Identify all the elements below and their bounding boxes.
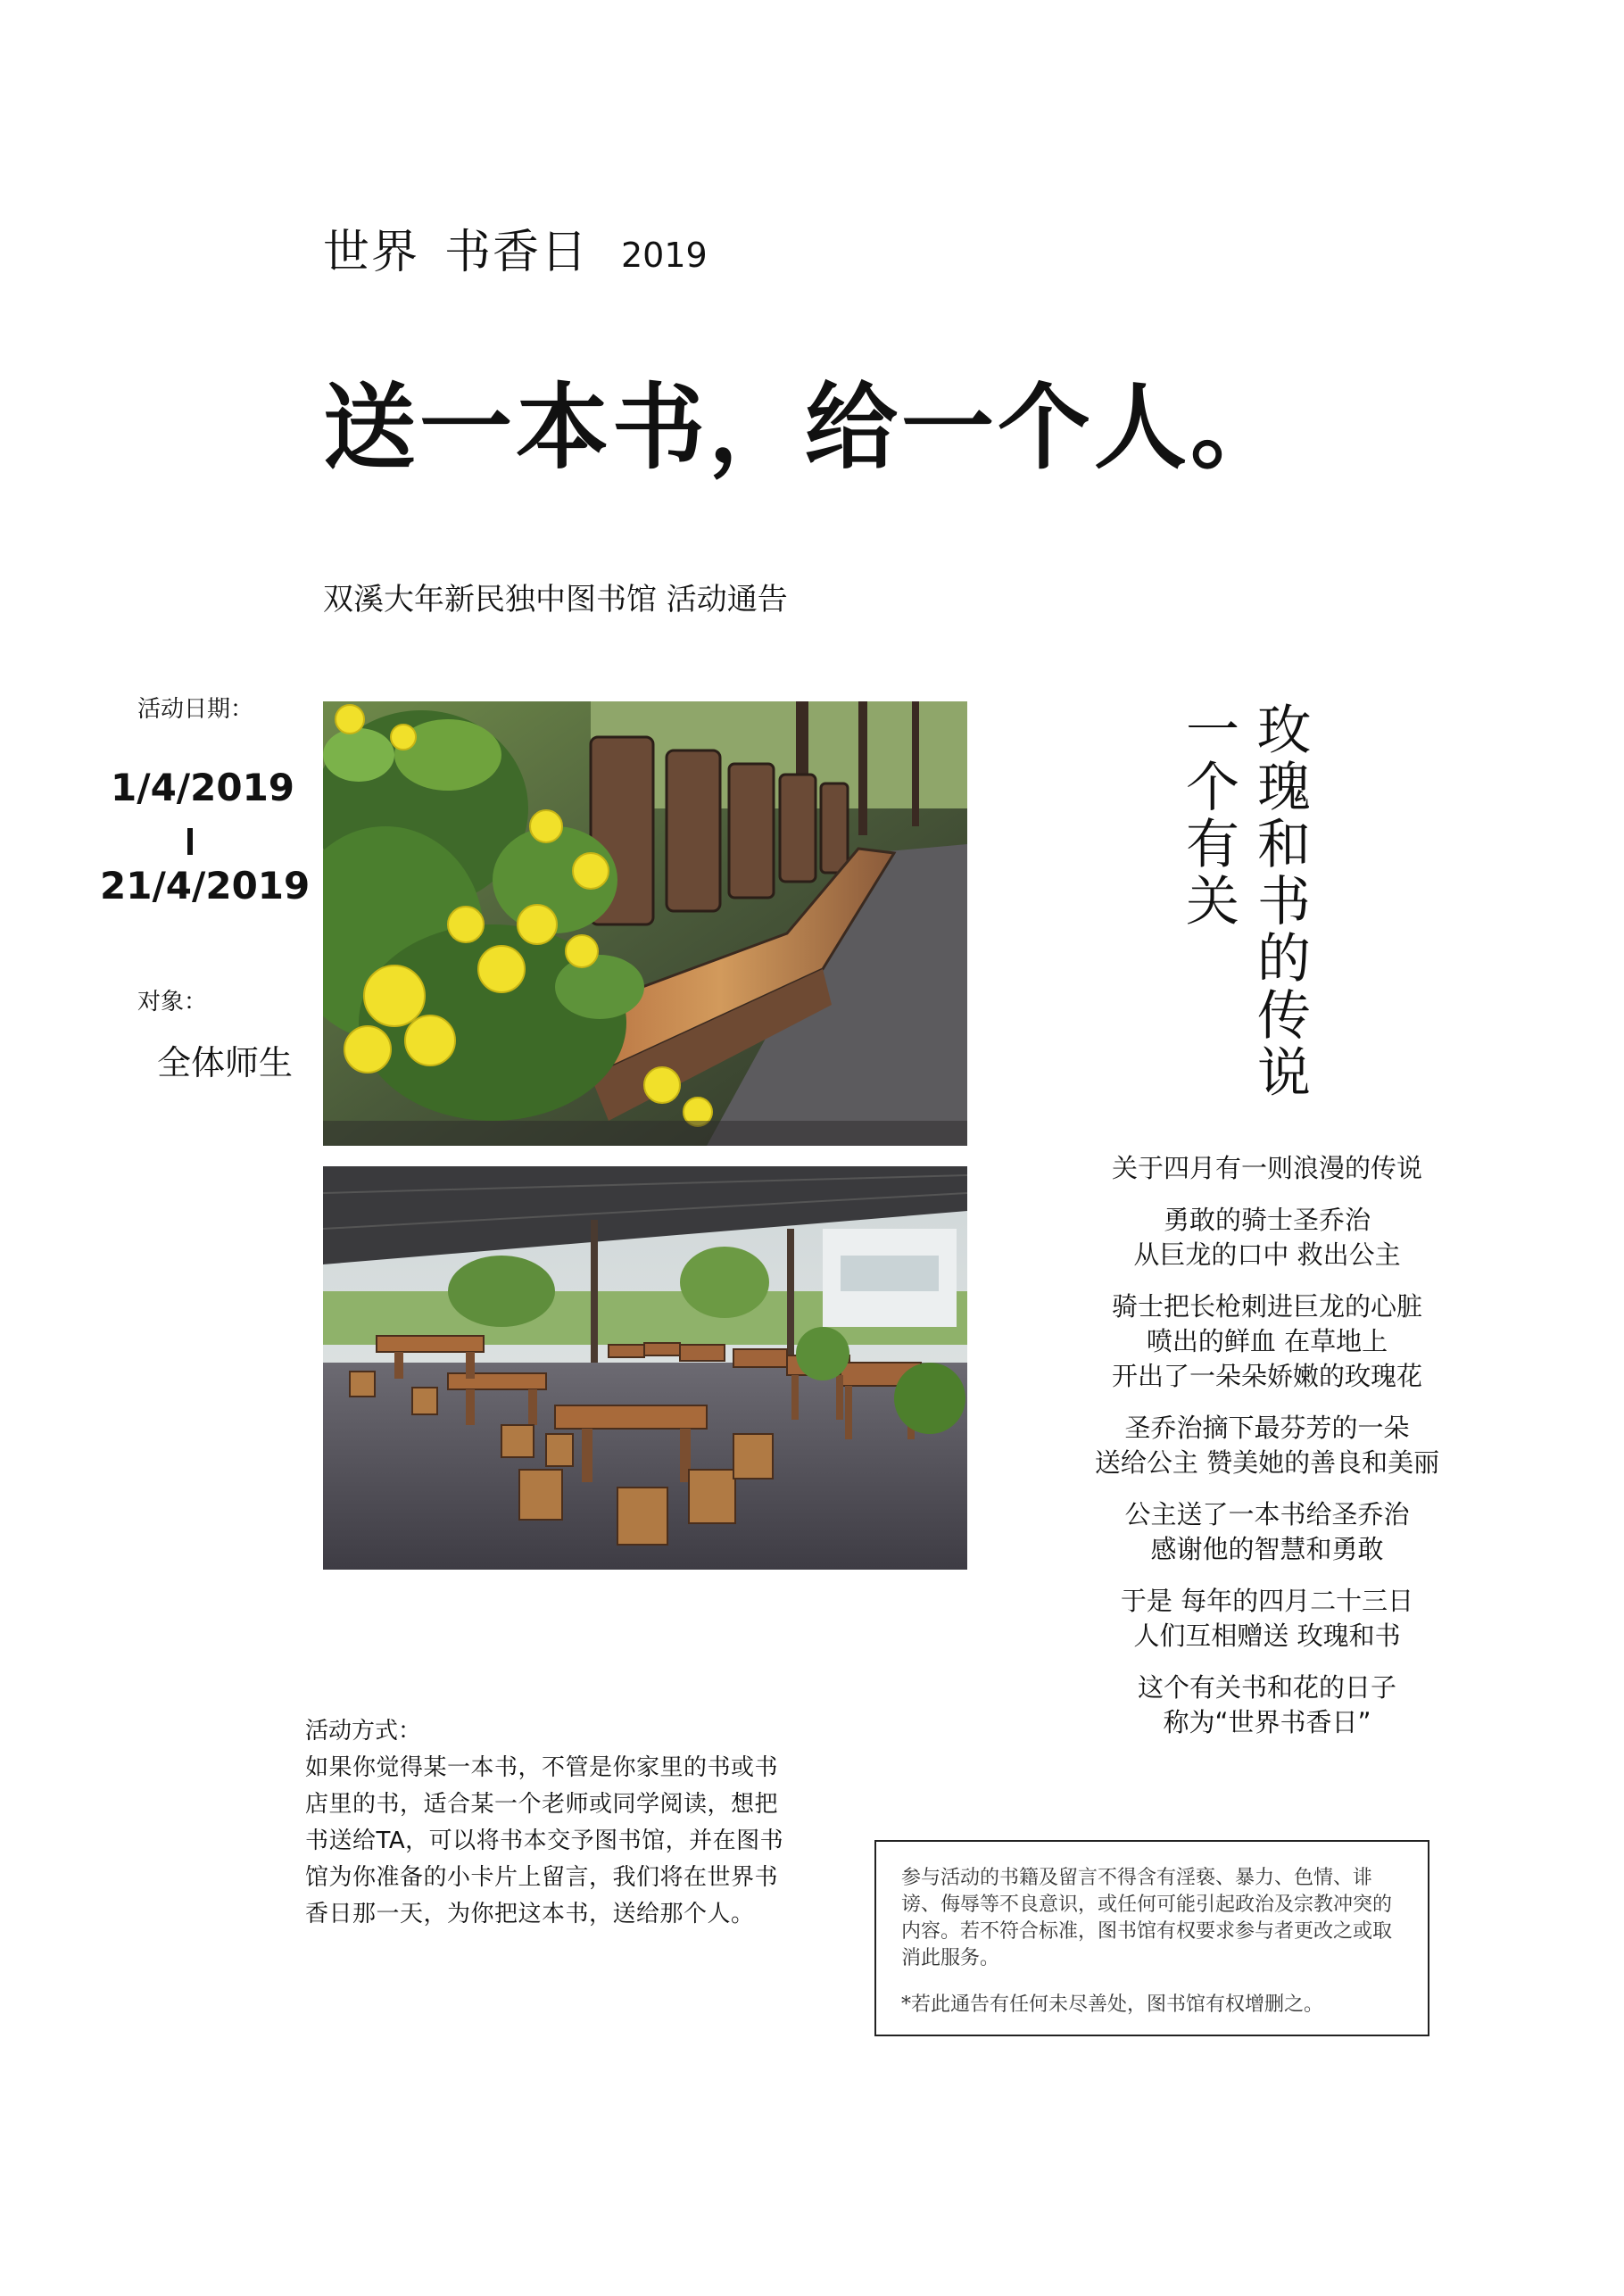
poster-year: 2019	[621, 236, 708, 275]
audience-label: 对象：	[137, 989, 208, 1015]
story-paragraph: 骑士把长枪刺进巨龙的心脏 喷出的鲜血 在草地上 开出了一朵朵娇嫩的玫瑰花	[1111, 1291, 1422, 1391]
legend-story	[1057, 1151, 1477, 1757]
slogan: 送一本书，给一个人。	[323, 372, 1288, 482]
title-part-1: 世界	[323, 226, 420, 279]
story-paragraph: 公主送了一本书给圣乔治 感谢他的智慧和勇敢	[1124, 1499, 1410, 1564]
date-start: 1/4/2019	[111, 766, 295, 809]
date-separator	[187, 828, 193, 855]
notice-text: 参与活动的书籍及留言不得含有淫亵、暴力、色情、诽谤、侮辱等不良意识，或任何可能引起政治及宗教冲突的内容。若不符合标准，图书馆有权要求参与者更改之或取消此服务。	[901, 1867, 1393, 1969]
story-paragraph: 这个有关书和花的日子 称为“世界书香日”	[1137, 1672, 1396, 1737]
seating-area-photo	[323, 1166, 967, 1570]
story-paragraph: 关于四月有一则浪漫的传说	[1111, 1153, 1422, 1183]
story-paragraph: 于是 每年的四月二十三日 人们互相赠送 玫瑰和书	[1120, 1586, 1414, 1651]
audience-value: 全体师生	[157, 1043, 294, 1082]
notice-box	[874, 1840, 1429, 2036]
story-paragraph: 勇敢的骑士圣乔治 从巨龙的口中 救出公主	[1133, 1205, 1401, 1270]
date-end: 21/4/2019	[100, 864, 311, 908]
legend-heading-left: 一个有关	[1177, 701, 1239, 930]
method-text: 如果你觉得某一本书，不管是你家里的书或书店里的书，适合某一个老师或同学阅读，想把书送给TA，可以将书本交予图书馆，并在图书馆为你准备的小卡片上留言，我们将在世界书香日那一天，为你把这本书，送给那个人。	[305, 1754, 784, 1927]
story-paragraph: 圣乔治摘下最芬芳的一朵 送给公主 赞美她的善良和美丽	[1094, 1413, 1440, 1478]
activity-method	[305, 1713, 787, 1933]
notice-disclaimer: *若此通告有任何未尽善处，图书馆有权增删之。	[901, 1993, 1324, 2016]
poster-title	[323, 214, 589, 281]
title-part-2: 书香日	[444, 226, 590, 279]
flowers-benches-photo	[323, 701, 967, 1146]
method-label: 活动方式：	[305, 1718, 422, 1745]
subtitle: 双溪大年新民独中图书馆 活动通告	[323, 582, 788, 618]
date-label: 活动日期：	[137, 696, 254, 723]
legend-heading-right: 玫瑰和书的传说	[1248, 701, 1311, 1101]
